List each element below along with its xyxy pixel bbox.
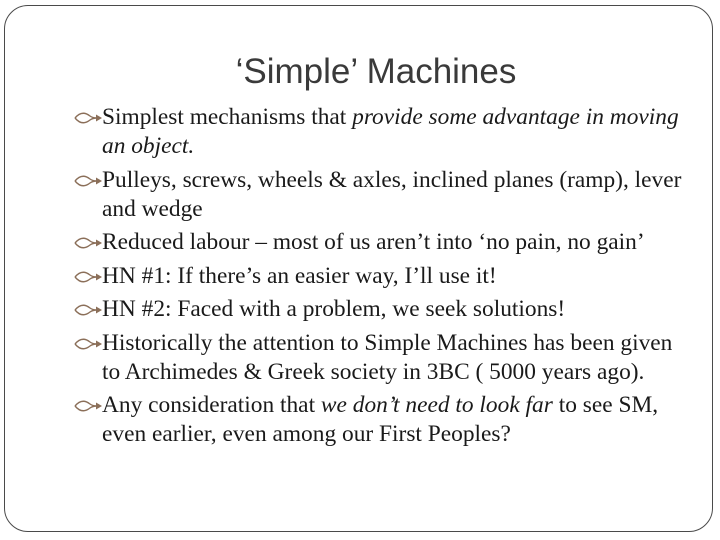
ornate-bullet-icon — [74, 174, 104, 188]
bullet-item — [72, 329, 692, 387]
ornate-bullet-icon — [74, 337, 104, 351]
bullet-list — [72, 103, 692, 454]
bullet-emphasis: we don’t need to look far — [320, 392, 553, 418]
bullet-item — [72, 228, 692, 257]
bullet-item — [72, 103, 692, 161]
ornate-bullet-icon — [74, 303, 104, 317]
ornate-bullet-icon — [74, 111, 104, 125]
bullet-item — [72, 295, 692, 324]
bullet-text: Reduced labour – most of us aren’t into ‘no pain, no gain’ — [102, 229, 645, 255]
ornate-bullet-icon — [74, 270, 104, 284]
bullet-text: Any consideration that — [102, 392, 321, 418]
bullet-text: Simplest mechanisms that — [102, 104, 353, 130]
ornate-bullet-icon — [74, 399, 104, 413]
bullet-item — [72, 262, 692, 291]
bullet-item — [72, 166, 692, 224]
bullet-text: Historically the attention to Simple Machines has been given to Archimedes & Greek society in 3BC ( 5000 years ago). — [102, 329, 673, 385]
slide-title: ‘Simple’ Machines — [235, 52, 517, 91]
ornate-bullet-icon — [74, 236, 104, 250]
bullet-text: HN #1: If there’s an easier way, I’ll use it! — [102, 262, 497, 289]
bullet-text: HN #2: Faced with a problem, we seek solutions! — [102, 296, 566, 322]
bullet-text-after: to see SM, even earlier, even among our First Peoples? — [102, 392, 659, 447]
bullet-item — [72, 391, 692, 449]
bullet-text: Pulleys, screws, wheels & axles, inclined planes (ramp), lever and wedge — [102, 166, 682, 222]
bullet-emphasis: provide some advantage in moving an object. — [102, 104, 679, 159]
